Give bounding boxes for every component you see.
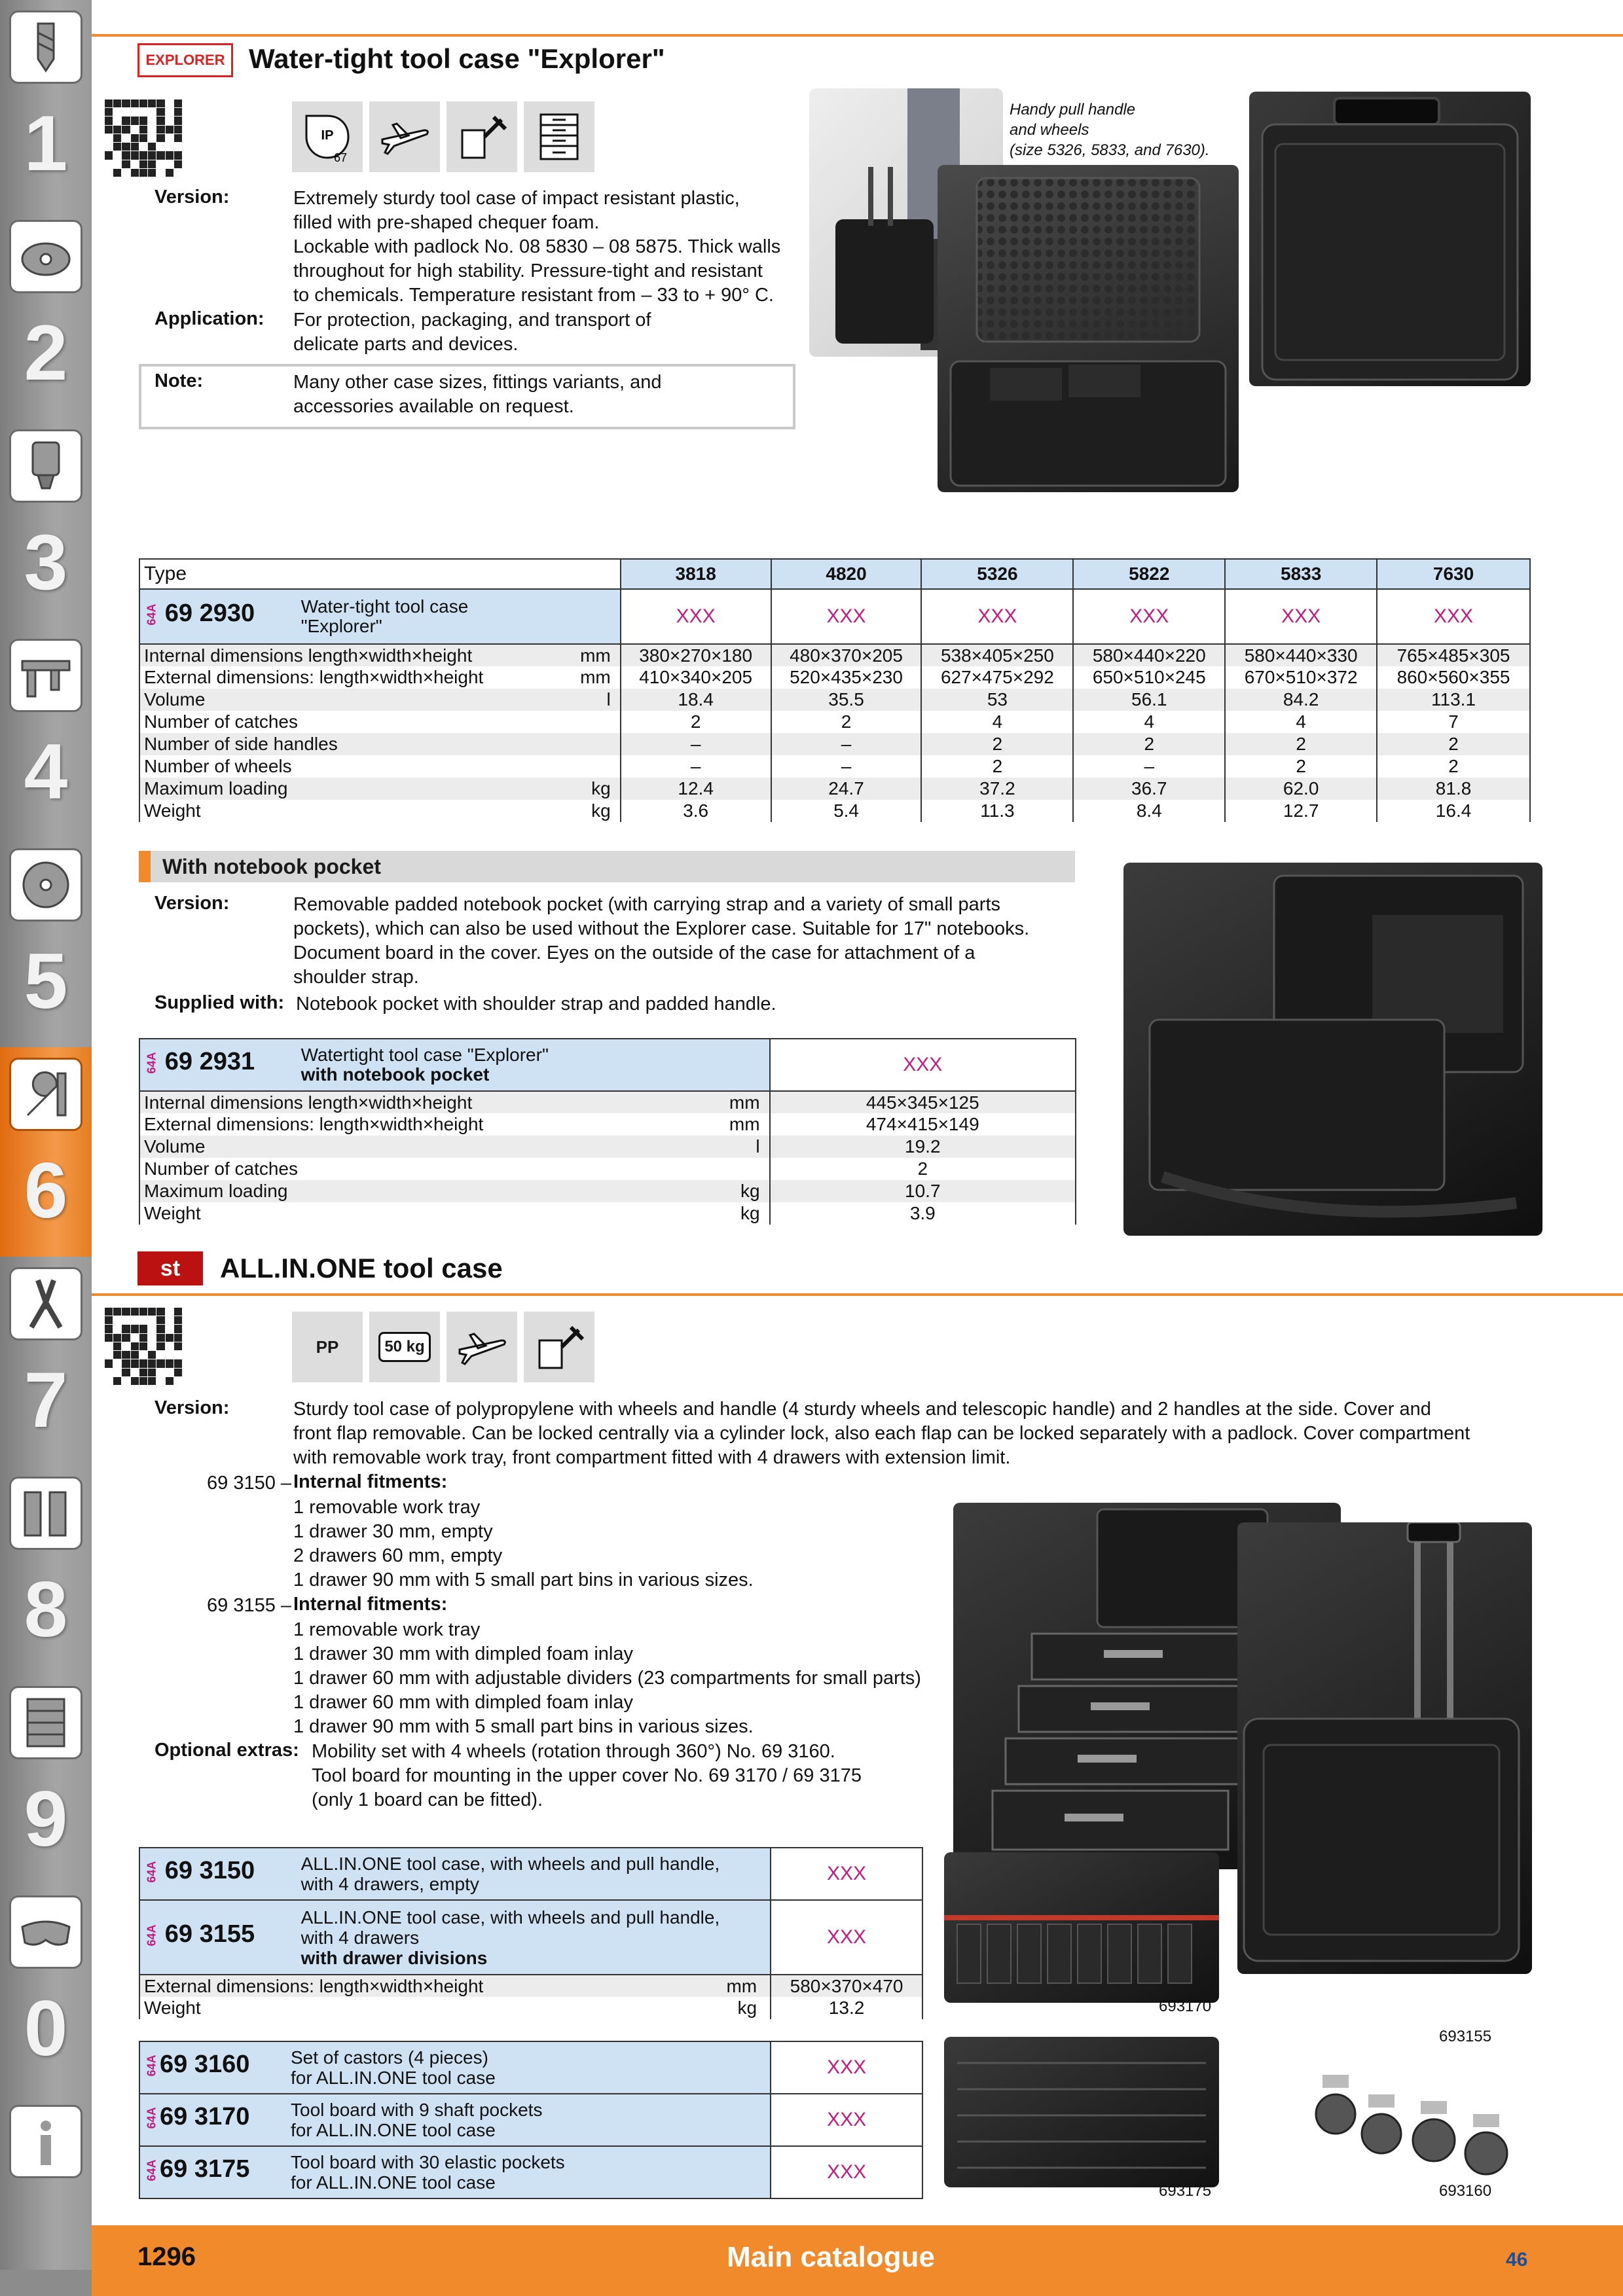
article-number[interactable]: 69 2931 (164, 1048, 255, 1076)
spec-value: 18.4 (621, 689, 771, 711)
text-line: Lockable with padlock No. 08 5830 – 08 5875. Thick walls (293, 236, 781, 257)
spec-label: Volume l (139, 689, 621, 711)
weight-label: Weight kg (139, 1997, 771, 2019)
application-text (293, 308, 817, 357)
article-number[interactable]: 69 3175 (160, 2155, 250, 2183)
nav-chapter-number: 4 (24, 728, 68, 816)
spec-value: 2 (1377, 733, 1530, 755)
text-line: Mobility set with 4 wheels (rotation through 360°) No. 69 3160. (312, 1741, 835, 1762)
nav-chapter-i[interactable] (0, 2094, 92, 2270)
spec-value: 3.6 (621, 800, 771, 822)
spec-value: 445×345×125 (770, 1091, 1076, 1113)
nav-chapter-number: 6 (24, 1147, 68, 1234)
type-header: 4820 (771, 559, 922, 589)
nav-chapter-5[interactable] (0, 838, 92, 1047)
text-line: 1 removable work tray (293, 1619, 481, 1640)
text-line: (size 5326, 5833, and 7630). (1010, 141, 1210, 159)
article-cell (139, 2146, 771, 2198)
spec-row (139, 1158, 1076, 1180)
spec-label: Maximum loading kg (139, 778, 621, 800)
spec-value: – (771, 755, 922, 778)
photo-caption: 693160 (1439, 2182, 1492, 2200)
nav-chapter-number: 2 (24, 309, 68, 397)
spec-row (139, 755, 1530, 778)
article-cell (139, 1900, 771, 1975)
nav-chapter-6[interactable] (0, 1047, 92, 1257)
nav-chapter-number: 0 (24, 1984, 68, 2072)
price-cell: XXX (771, 2041, 922, 2094)
text-line: 1 drawer 30 mm with dimpled foam inlay (293, 1643, 633, 1664)
spec-value: 670×510×372 (1225, 666, 1377, 689)
spec-value: 2 (1225, 755, 1377, 778)
spec-value: 19.2 (770, 1136, 1076, 1158)
supplied-label: Supplied with: (155, 992, 285, 1013)
article-number[interactable]: 69 2930 (164, 600, 255, 628)
nav-chapter-number: 3 (24, 518, 68, 606)
spec-row (139, 1180, 1076, 1202)
text-line: Extremely sturdy tool case of impact resistant plastic, (293, 188, 740, 209)
section-title: ALL.IN.ONE tool case (220, 1253, 503, 1283)
type-header: 7630 (1377, 559, 1530, 589)
article-cell (139, 2041, 771, 2094)
article-cell (139, 2094, 771, 2146)
text-line: Sturdy tool case of polypropylene with wheels and handle (4 sturdy wheels and telescopic handle) and 2 handles at the side. Cover and (293, 1399, 1431, 1420)
pliers-icon (9, 1267, 82, 1340)
text-line: Many other case sizes, fittings variants, and (293, 372, 662, 393)
article-description: Tool board with 9 shaft pockets for ALL.IN.ONE tool case (291, 2100, 543, 2140)
text-line: filled with pre-shaped chequer foam. (293, 212, 600, 233)
fitment-list (293, 1618, 1013, 1739)
text-line: throughout for high stability. Pressure-tight and resistant (293, 260, 763, 281)
type-header: 5822 (1073, 559, 1225, 589)
spec-value: 10.7 (770, 1180, 1076, 1202)
chapter-nav (0, 0, 92, 2296)
optional-text (312, 1740, 901, 1812)
text-line: delicate parts and devices. (293, 334, 519, 355)
article-number[interactable]: 69 3160 (160, 2051, 250, 2079)
fitment-article: 69 3150 – (207, 1473, 292, 1494)
price-cell: XXX (771, 589, 922, 644)
drill-bit-icon (9, 10, 82, 84)
spec-value: 650×510×245 (1073, 666, 1225, 689)
fitment-title: Internal fitments: (293, 1471, 448, 1492)
spec-value: 62.0 (1225, 778, 1377, 800)
supplied-text: Notebook pocket with shoulder strap and padded handle. (296, 994, 776, 1014)
airplane-icon (369, 101, 440, 172)
spec-value: 37.2 (921, 778, 1073, 800)
spec-value: 480×370×205 (771, 644, 922, 666)
spec-value: – (621, 755, 771, 778)
ip67-icon (292, 101, 363, 172)
text-line: Handy pull handle (1010, 101, 1136, 118)
nav-chapter-number: 8 (24, 1566, 68, 1653)
info-icon (9, 2105, 82, 2178)
article-description: ALL.IN.ONE tool case, with wheels and pull handle, with 4 drawers with drawer divisions (301, 1907, 720, 1968)
subsection-bar (139, 851, 1075, 882)
price-cell: XXX (1073, 589, 1225, 644)
spec-row (139, 1113, 1076, 1136)
spec-label: Number of wheels (139, 755, 621, 778)
text-line: with removable work tray, front compartment fitted with 4 drawers with extension limit. (293, 1447, 1011, 1468)
catalogue-tag: 64A (145, 2159, 158, 2181)
optional-label: Optional extras: (155, 1740, 299, 1761)
spec-label: Internal dimensions length×width×height mm (139, 1091, 770, 1113)
article-cell (139, 589, 621, 644)
article-description: Water-tight tool case "Explorer" (301, 596, 469, 636)
drawers-icon (524, 101, 594, 172)
spec-label: Maximum loading kg (139, 1180, 770, 1202)
accessory-row (139, 2146, 922, 2198)
type-header: 5833 (1225, 559, 1377, 589)
price-cell: XXX (770, 1039, 1076, 1091)
trolley-caption (1010, 99, 1210, 160)
fitment-title: Internal fitments: (293, 1594, 448, 1615)
spec-label: Volume l (139, 1136, 770, 1158)
spec-value: 474×415×149 (770, 1113, 1076, 1136)
version-text (293, 1397, 1537, 1470)
spec-value: 3.9 (770, 1202, 1076, 1225)
spec-value: 520×435×230 (771, 666, 922, 689)
dimension-value: 580×370×470 (771, 1975, 922, 1997)
version-label: Version: (155, 187, 230, 207)
spec-value: 4 (1225, 711, 1377, 733)
spec-value: 8.4 (1073, 800, 1225, 822)
footer-title: Main catalogue (727, 2241, 935, 2273)
catalogue-tag: 64A (145, 1861, 158, 1883)
photo-caption: 693170 (1159, 1998, 1212, 2015)
spec-value: 538×405×250 (921, 644, 1073, 666)
saw-blade-icon (9, 848, 82, 922)
spec-value: 24.7 (771, 778, 922, 800)
photo-castors (1303, 2062, 1532, 2182)
text-line: 1 drawer 90 mm with 5 small part bins in various sizes. (293, 1570, 754, 1590)
price-cell: XXX (771, 1848, 922, 1900)
spec-value: 81.8 (1377, 778, 1530, 800)
spec-row (139, 1202, 1076, 1225)
nav-chapter-4[interactable] (0, 628, 92, 838)
spec-value: 4 (1073, 711, 1225, 733)
svg-text:IP: IP (321, 128, 334, 143)
qr-code[interactable] (105, 1308, 182, 1385)
text-line: 1 drawer 60 mm with dimpled foam inlay (293, 1692, 633, 1713)
grinding-disc-icon (9, 220, 82, 293)
chemical-resistant-icon (524, 1312, 594, 1382)
subsection-title: With notebook pocket (162, 855, 381, 878)
article-description: Watertight tool case "Explorer" with notebook pocket (301, 1045, 549, 1085)
spec-value: – (771, 733, 922, 755)
price-cell: XXX (771, 2146, 922, 2198)
svg-text:67: 67 (333, 151, 348, 163)
spec-label: Weight kg (139, 1202, 770, 1225)
spec-value: 627×475×292 (921, 666, 1073, 689)
text-line: Removable padded notebook pocket (with carrying strap and a variety of small parts (293, 894, 1001, 915)
nav-chapter-7[interactable] (0, 1257, 92, 1466)
article-description: Set of castors (4 pieces) for ALL.IN.ONE tool case (291, 2047, 496, 2088)
spec-value: 2 (771, 711, 922, 733)
article-number[interactable]: 69 3170 (160, 2103, 250, 2131)
text-line: Tool board for mounting in the upper cover No. 69 3170 / 69 3175 (312, 1765, 862, 1786)
price-cell: XXX (1377, 589, 1530, 644)
spec-value: 580×440×220 (1073, 644, 1225, 666)
article-cell (139, 1848, 771, 1900)
spec-value: 113.1 (1377, 689, 1530, 711)
spec-value: – (1073, 755, 1225, 778)
page-number: 1296 (137, 2242, 196, 2271)
nav-chapter-9[interactable] (0, 1676, 92, 1885)
price-cell: XXX (921, 589, 1073, 644)
catalogue-tag: 64A (145, 603, 158, 626)
price-cell: XXX (771, 1900, 922, 1975)
spec-value: 2 (770, 1158, 1076, 1180)
spec-label: Internal dimensions length×width×height mm (139, 644, 621, 666)
spec-value: 5.4 (771, 800, 922, 822)
spec-row (139, 644, 1530, 666)
spec-label: Number of side handles (139, 733, 621, 755)
text-line: 1 drawer 60 mm with adjustable dividers (23 compartments for small parts) (293, 1668, 921, 1689)
nav-chapter-0[interactable] (0, 1885, 92, 2094)
page-footer (92, 2225, 1623, 2296)
text-line: (only 1 board can be fitted). (312, 1789, 543, 1810)
qr-code[interactable] (105, 99, 182, 177)
nav-chapter-3[interactable] (0, 419, 92, 628)
spec-label: Number of catches (139, 1158, 770, 1180)
chemical-resistant-icon (447, 101, 517, 172)
photo-toolboard-693175 (944, 2037, 1219, 2187)
nav-chapter-1[interactable] (0, 0, 92, 209)
nav-chapter-8[interactable] (0, 1466, 92, 1676)
text-line: and wheels (1010, 121, 1089, 139)
allinone-accessory-table (139, 2041, 923, 2199)
text-line: 1 drawer 30 mm, empty (293, 1521, 493, 1542)
text-line: 2 drawers 60 mm, empty (293, 1545, 503, 1566)
price-cell: XXX (1225, 589, 1377, 644)
workshop-tools-icon (9, 1477, 82, 1550)
text-line: shoulder strap. (293, 967, 419, 988)
allinone-case-table (139, 1847, 923, 2019)
type-label: Type (139, 559, 621, 589)
text-line: front flap removable. Can be locked centrally via a cylinder lock, also each flap can be locked separately with a padlock. Cover compartment (293, 1423, 1470, 1444)
explorer-spec-table (139, 558, 1531, 822)
nav-chapter-number: 5 (24, 937, 68, 1025)
spec-value: 860×560×355 (1377, 666, 1530, 689)
spec-value: 410×340×205 (621, 666, 771, 689)
wrench-icon (9, 1058, 82, 1131)
article-description: ALL.IN.ONE tool case, with wheels and pull handle, with 4 drawers, empty (301, 1854, 720, 1894)
photo-allinone-trolley (1237, 1522, 1532, 1974)
spec-value: 84.2 (1225, 689, 1377, 711)
spec-value: 765×485×305 (1377, 644, 1530, 666)
catalogue-tag: 64A (145, 2054, 158, 2077)
nav-chapter-number: 9 (24, 1775, 68, 1863)
catalogue-tag: 64A (145, 1924, 158, 1946)
photo-case-open-foam (938, 165, 1239, 492)
fitment-article: 69 3155 – (207, 1595, 292, 1616)
photo-toolboard-693170 (944, 1852, 1219, 2003)
text-line: For protection, packaging, and transport of (293, 310, 651, 331)
text-line: 1 removable work tray (293, 1497, 481, 1518)
spec-value: 12.4 (621, 778, 771, 800)
catalogue-tag: 64A (145, 2107, 158, 2129)
spec-value: 53 (921, 689, 1073, 711)
spec-row (139, 1091, 1076, 1113)
accessory-row (139, 2094, 922, 2146)
spec-row (139, 1136, 1076, 1158)
catalogue-tag: 64A (145, 1052, 158, 1074)
price-cell: XXX (771, 2094, 922, 2146)
photo-caption: 693155 (1439, 2028, 1492, 2045)
price-cell: XXX (621, 589, 771, 644)
version-label: Version: (155, 1397, 230, 1418)
footer-code: 46 (1506, 2249, 1528, 2270)
text-line: Document board in the cover. Eyes on the outside of the case for attachment of a (293, 942, 976, 963)
fitment-list (293, 1496, 948, 1592)
photo-caption: 693175 (1159, 2182, 1212, 2200)
spec-value: 35.5 (771, 689, 922, 711)
notebook-spec-table (139, 1038, 1076, 1225)
type-header: 3818 (621, 559, 771, 589)
spec-row (139, 733, 1530, 755)
article-number[interactable]: 69 3150 (164, 1857, 255, 1885)
spec-value: 580×440×330 (1225, 644, 1377, 666)
st-logo: st (137, 1251, 203, 1285)
accessory-row (139, 2041, 922, 2094)
spec-label: Weight kg (139, 800, 621, 822)
chuck-icon (9, 429, 82, 503)
version-label: Version: (155, 893, 230, 914)
spec-value: 2 (621, 711, 771, 733)
text-line: accessories available on request. (293, 396, 574, 417)
section-rule (92, 34, 1623, 37)
spec-value: 2 (921, 733, 1073, 755)
text-line: 1 drawer 90 mm with 5 small part bins in various sizes. (293, 1716, 754, 1737)
spec-row (139, 711, 1530, 733)
section-title: Water-tight tool case "Explorer" (249, 43, 665, 74)
article-number[interactable]: 69 3155 (164, 1920, 255, 1948)
spec-value: 2 (921, 755, 1073, 778)
spec-value: – (621, 733, 771, 755)
article-cell (139, 1039, 770, 1091)
spec-row (139, 689, 1530, 711)
spec-value: 56.1 (1073, 689, 1225, 711)
version-text (293, 893, 1105, 990)
spec-label: Number of catches (139, 711, 621, 733)
weight-value: 13.2 (771, 1997, 922, 2019)
polypropylene-icon: PP (292, 1312, 363, 1382)
spec-value: 4 (921, 711, 1073, 733)
note-label: Note: (155, 370, 204, 391)
nav-chapter-2[interactable] (0, 209, 92, 419)
spec-value: 16.4 (1377, 800, 1530, 822)
photo-notebook-case (1123, 863, 1542, 1236)
safety-goggles-icon (9, 1895, 82, 1969)
max-load-icon: 50 kg (369, 1312, 440, 1382)
note-text (293, 370, 778, 419)
airplane-icon (447, 1312, 517, 1382)
spec-value: 380×270×180 (621, 644, 771, 666)
section-rule (92, 1293, 1623, 1296)
text-line: to chemicals. Temperature resistant from – 33 to + 90° C. (293, 285, 774, 306)
photo-case-closed (1249, 92, 1531, 386)
nav-chapter-number: 7 (24, 1356, 68, 1444)
text-line: pockets), which can also be used without the Explorer case. Suitable for 17" notebooks. (293, 918, 1030, 939)
version-text (293, 187, 817, 308)
spec-value: 2 (1073, 733, 1225, 755)
spec-label: External dimensions: length×width×height mm (139, 666, 621, 689)
caliper-icon (9, 639, 82, 712)
spec-value: 7 (1377, 711, 1530, 733)
nav-chapter-number: 1 (24, 99, 68, 187)
spec-value: 2 (1225, 733, 1377, 755)
spec-row (139, 666, 1530, 689)
spec-value: 11.3 (921, 800, 1073, 822)
spec-value: 36.7 (1073, 778, 1225, 800)
spec-value: 12.7 (1225, 800, 1377, 822)
application-label: Application: (155, 308, 264, 329)
spec-label: External dimensions: length×width×height mm (139, 1113, 770, 1136)
spec-value: 2 (1377, 755, 1530, 778)
explorer-logo: EXPLORER (137, 43, 233, 77)
dimension-label: External dimensions: length×width×height mm (139, 1975, 771, 1997)
spec-row (139, 778, 1530, 800)
cabinet-icon (9, 1686, 82, 1759)
article-description: Tool board with 30 elastic pockets for ALL.IN.ONE tool case (291, 2152, 565, 2193)
type-header: 5326 (921, 559, 1073, 589)
spec-row (139, 800, 1530, 822)
